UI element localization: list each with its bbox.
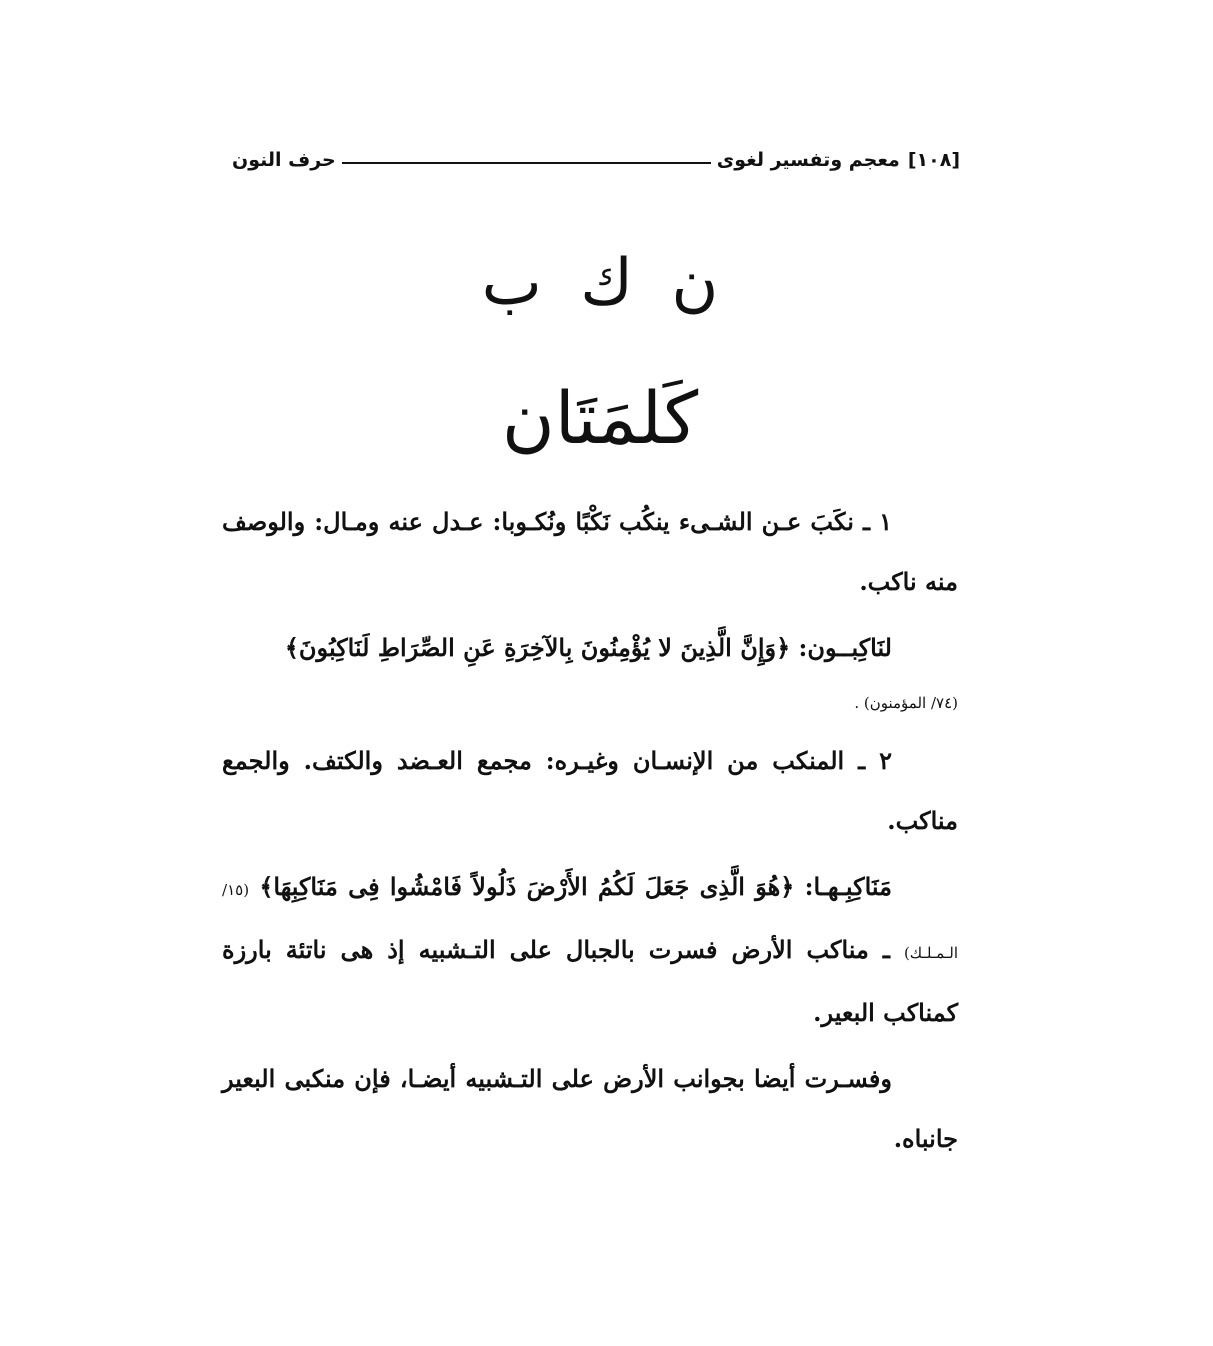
verse-reference: (٧٤/ المؤمنون) .	[854, 694, 958, 712]
paragraph-citation-1	[222, 618, 958, 678]
page-number: [١٠٨]	[907, 149, 960, 171]
quran-quote: ﴿هُوَ الَّذِى جَعَلَ لَكُمُ الأَرْضَ ذَلُولاً فَامْشُوا فِى مَنَاكِبِهَا﴾	[259, 872, 795, 901]
cited-word: لنَاكِبــون:	[798, 633, 892, 662]
cited-word: مَنَاكِبِـهـا:	[804, 872, 892, 901]
header-rule	[342, 162, 711, 164]
book-title: معجم وتفسير لغوى	[716, 149, 900, 171]
quran-quote: ﴿وَإِنَّ الَّذِينَ لا يُؤْمِنُونَ بِالآخِرَةِ عَنِ الصِّرَاطِ لَنَاكِبُونَ﴾	[284, 633, 791, 662]
paragraph-citation-2	[222, 857, 958, 1043]
paragraph-definition-2: ٢ ـ المنكب من الإنسـان وغيـره: مجمع العـضد والكتف. والجمع مناكب.	[222, 746, 958, 835]
running-header	[232, 143, 960, 177]
entry-root: ن ك ب	[481, 246, 719, 320]
entry-word-count: كَلمَتَان	[501, 376, 699, 460]
verse-reference: (١٥/ الـمـلـك)	[222, 881, 958, 962]
citation-reference-line	[222, 678, 958, 725]
paragraph-explanation: وفسـرت أيضا بجوانب الأرض على التـشبيه أيضـا، فإن منكبى البعير جانباه.	[222, 1064, 958, 1153]
paragraph-definition-1: ١ ـ نكَبَ عـن الشـىء ينكُب نَكْبًا ونُكـوبا: عـدل عنه ومـال: والوصف منه ناكب.	[222, 507, 958, 596]
section-title: حرف النون	[232, 149, 336, 171]
entry-body	[222, 492, 958, 1169]
explanation-text: ـ مناكب الأرض فسرت بالجبال على التـشبيه إذ هى ناتئة بارزة كمناكب البعير.	[222, 935, 958, 1027]
